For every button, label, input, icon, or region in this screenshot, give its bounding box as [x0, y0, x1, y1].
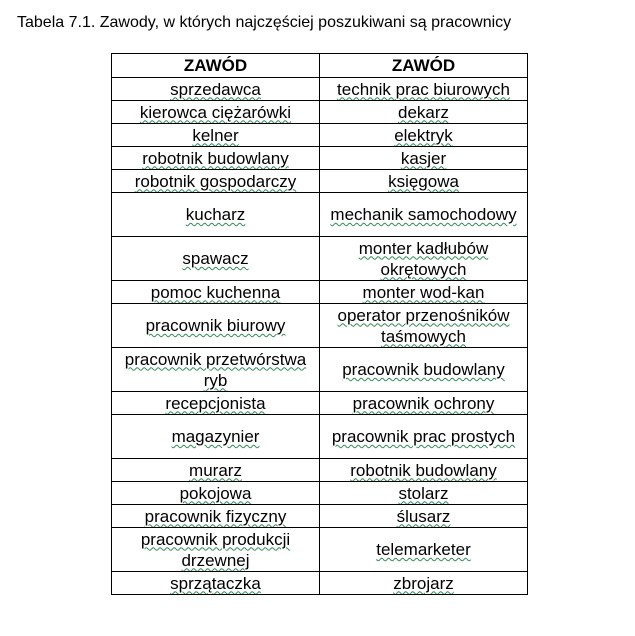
table-cell: elektryk	[320, 124, 528, 147]
table-row	[112, 78, 528, 101]
table-row	[112, 459, 528, 482]
table-row	[112, 124, 528, 147]
table-cell: pomoc kuchenna	[112, 281, 320, 304]
table-row	[112, 101, 528, 124]
table-cell: stolarz	[320, 482, 528, 505]
table-cell: pracownik budowlany	[320, 348, 528, 392]
table-cell: pracownik ochrony	[320, 392, 528, 415]
table-cell: mechanik samochodowy	[320, 193, 528, 237]
table-cell: dekarz	[320, 101, 528, 124]
table-cell: murarz	[112, 459, 320, 482]
table-cell: ślusarz	[320, 505, 528, 528]
table-cell: pracownik fizyczny	[112, 505, 320, 528]
table-row	[112, 348, 528, 392]
table-cell: technik prac biurowych	[320, 78, 528, 101]
table-row	[112, 193, 528, 237]
table-cell: kelner	[112, 124, 320, 147]
occupations-table	[111, 53, 528, 595]
table-header-row	[112, 54, 528, 78]
table-cell: pracownik przetwórstwa ryb	[112, 348, 320, 392]
table-row	[112, 281, 528, 304]
table-row	[112, 170, 528, 193]
table-cell: magazynier	[112, 415, 320, 459]
table-cell: robotnik budowlany	[112, 147, 320, 170]
table-cell: operator przenośników taśmowych	[320, 304, 528, 348]
table-cell: kucharz	[112, 193, 320, 237]
table-row	[112, 392, 528, 415]
table-cell: telemarketer	[320, 528, 528, 572]
table-row	[112, 528, 528, 572]
table-cell: sprzątaczka	[112, 572, 320, 595]
table-row	[112, 415, 528, 459]
table-cell: robotnik budowlany	[320, 459, 528, 482]
table-cell: monter wod-kan	[320, 281, 528, 304]
table-cell: pracownik biurowy	[112, 304, 320, 348]
table-row	[112, 147, 528, 170]
table-cell: księgowa	[320, 170, 528, 193]
table-cell: sprzedawca	[112, 78, 320, 101]
table-row	[112, 505, 528, 528]
table-cell: pracownik prac prostych	[320, 415, 528, 459]
table-caption: Tabela 7.1. Zawody, w których najczęściej poszukiwani są pracownicy	[17, 14, 512, 31]
column-header: ZAWÓD	[112, 54, 320, 78]
column-header: ZAWÓD	[320, 54, 528, 78]
table-cell: zbrojarz	[320, 572, 528, 595]
table-cell: pokojowa	[112, 482, 320, 505]
table-cell: monter kadłubów okrętowych	[320, 237, 528, 281]
table-row	[112, 304, 528, 348]
table-cell: kierowca ciężarówki	[112, 101, 320, 124]
table-row	[112, 482, 528, 505]
table-cell: recepcjonista	[112, 392, 320, 415]
table-cell: pracownik produkcji drzewnej	[112, 528, 320, 572]
table-cell: robotnik gospodarczy	[112, 170, 320, 193]
table-row	[112, 572, 528, 595]
table-row	[112, 237, 528, 281]
table-cell: spawacz	[112, 237, 320, 281]
table-cell: kasjer	[320, 147, 528, 170]
